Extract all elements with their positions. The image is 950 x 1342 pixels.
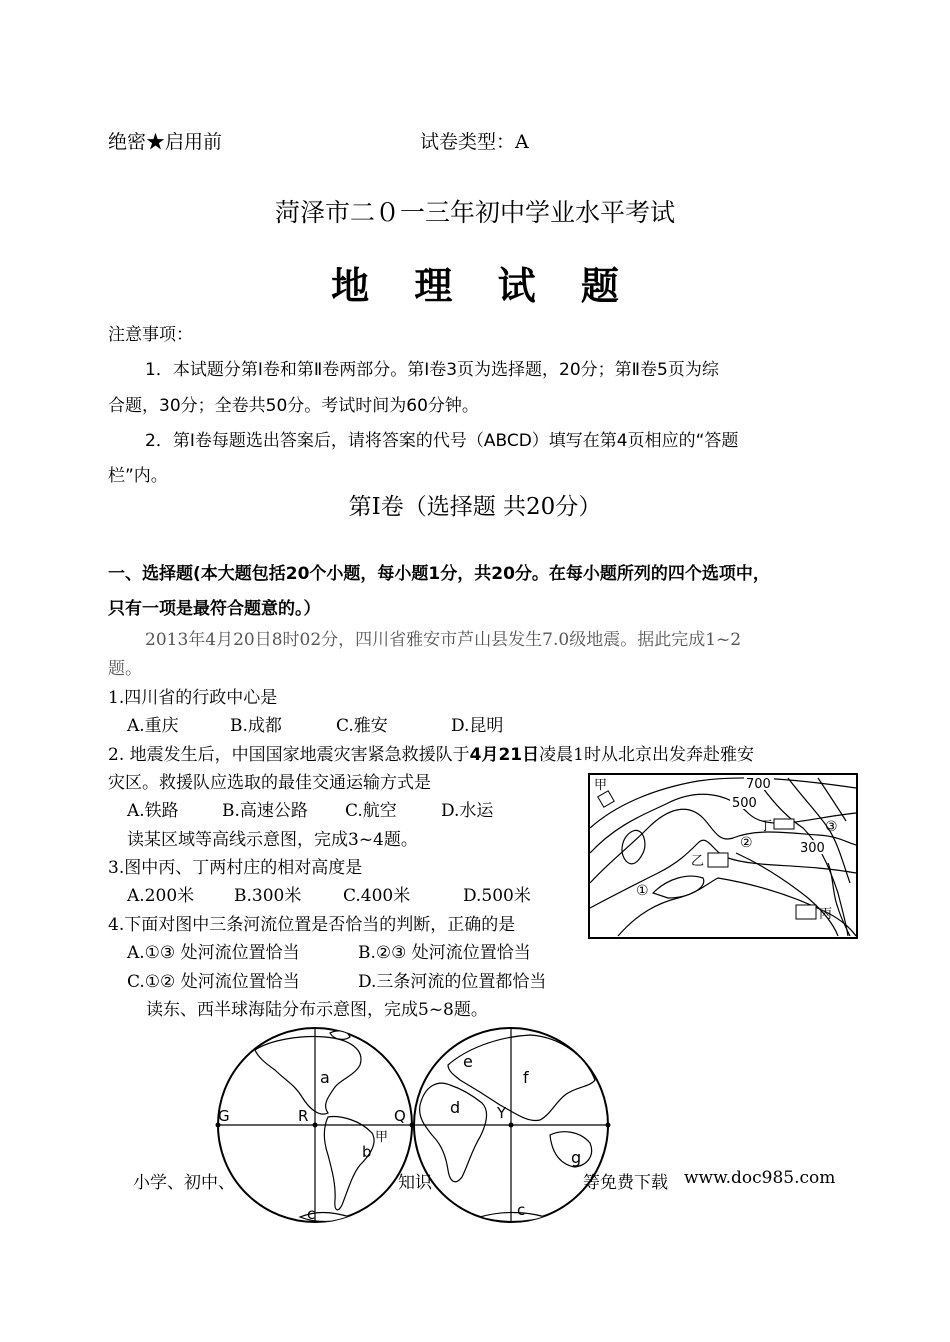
west-label-b: b xyxy=(362,1143,372,1161)
contour-label-ding: 丁 xyxy=(759,819,773,834)
village-yi-marker xyxy=(708,853,728,867)
q4-stem: 4.下面对图中三条河流位置是否恰当的判断，正确的是 xyxy=(108,915,516,935)
q2-option-a: A.铁路 xyxy=(127,801,179,821)
west-label-Q: Q xyxy=(394,1107,406,1125)
q4-option-a: A.①③ 处河流位置恰当 xyxy=(127,943,300,963)
east-label-Y: Y xyxy=(497,1104,507,1122)
part1-title: 第Ⅰ卷（选择题 共20分） xyxy=(348,494,602,520)
contour-map xyxy=(588,773,858,939)
intro-q5-8: 读东、西半球海陆分布示意图，完成5~8题。 xyxy=(146,1000,488,1020)
note-item-2-line2: 栏”内。 xyxy=(108,466,168,486)
q4-option-b: B.②③ 处河流位置恰当 xyxy=(358,943,531,963)
exam-title: 菏泽市二０一三年初中学业水平考试 xyxy=(274,198,675,227)
notes-heading: 注意事项： xyxy=(108,325,193,345)
east-label-f: f xyxy=(523,1068,529,1087)
east-label-e: e xyxy=(463,1052,473,1071)
q2-stem-date: 4月21日 xyxy=(469,745,540,765)
footer-text-mid: 知识 xyxy=(398,1173,432,1193)
paper-type-label: 试卷类型：A xyxy=(420,131,529,153)
q3-option-d: D.500米 xyxy=(463,886,531,906)
q3-stem: 3.图中丙、丁两村庄的相对高度是 xyxy=(108,858,363,878)
contour-label-bing: 丙 xyxy=(819,907,833,922)
east-label-c: c xyxy=(517,1201,526,1219)
subject-title: 地 理 试 题 xyxy=(331,263,635,308)
section1-line1: 一、选择题(本大题包括20个小题，每小题1分，共20分。在每小题所列的四个选项中， xyxy=(108,564,770,584)
q3-option-a: A.200米 xyxy=(127,886,195,906)
q2-stem-line1 xyxy=(108,740,754,765)
q2-stem-line2: 灾区。救援队应选取的最佳交通运输方式是 xyxy=(108,773,431,793)
note-item-2-line1: 2．第Ⅰ卷每题选出答案后，请将答案的代号（ABCD）填写在第4页相应的“答题 xyxy=(145,431,739,451)
east-label-g: g xyxy=(571,1148,582,1167)
western-hemisphere xyxy=(216,1028,415,1223)
q1-stem: 1.四川省的行政中心是 xyxy=(108,688,278,708)
q1-option-a: A.重庆 xyxy=(127,716,179,736)
eastern-hemisphere xyxy=(414,1028,611,1222)
secrecy-label: 绝密★启用前 xyxy=(108,131,223,153)
contour-label-700: 700 xyxy=(746,777,771,792)
passage-line2: 题。 xyxy=(108,659,142,679)
q3-option-b: B.300米 xyxy=(234,886,302,906)
hemisphere-map xyxy=(210,1025,620,1225)
q2-stem-part-a: 2. 地震发生后，中国国家地震灾害紧急救援队于 xyxy=(108,745,470,765)
contour-label-yi: 乙 xyxy=(691,854,705,869)
footer-text-left: 小学、初中、 xyxy=(133,1173,235,1193)
q3-option-c: C.400米 xyxy=(343,886,411,906)
q2-stem-part-b: 凌晨1时从北京出发奔赴雅安 xyxy=(539,745,754,765)
section1-line2: 只有一项是最符合题意的。） xyxy=(108,599,321,619)
west-label-jia: 甲 xyxy=(375,1130,389,1145)
contour-label-300: 300 xyxy=(800,841,825,856)
west-label-a: a xyxy=(320,1068,330,1087)
q2-option-c: C.航空 xyxy=(345,801,397,821)
east-label-d: d xyxy=(450,1098,461,1117)
intro-q3-4: 读某区域等高线示意图，完成3~4题。 xyxy=(127,830,418,850)
note-item-1-line2: 合题，30分；全卷共50分。考试时间为60分钟。 xyxy=(108,396,479,416)
contour-label-jia: 甲 xyxy=(594,778,608,793)
west-label-G: G xyxy=(218,1107,230,1125)
west-label-R: R xyxy=(298,1107,309,1125)
q4-option-d: D.三条河流的位置都恰当 xyxy=(358,972,547,992)
west-label-c: c xyxy=(307,1205,316,1223)
passage-line1: 2013年4月20日8时02分，四川省雅安市芦山县发生7.0级地震。据此完成1~2 xyxy=(145,630,742,650)
contour-label-500: 500 xyxy=(732,796,757,811)
village-bing-marker xyxy=(796,905,816,919)
village-ding-marker xyxy=(774,819,794,829)
q2-option-b: B.高速公路 xyxy=(222,801,308,821)
q1-option-b: B.成都 xyxy=(230,716,282,736)
q4-option-c: C.①② 处河流位置恰当 xyxy=(127,972,300,992)
q1-option-d: D.昆明 xyxy=(451,716,504,736)
river-label-2: ② xyxy=(740,835,753,851)
river-label-1: ① xyxy=(636,883,649,899)
q1-option-c: C.雅安 xyxy=(336,716,388,736)
footer-url: www.doc985.com xyxy=(684,1168,836,1188)
q2-option-d: D.水运 xyxy=(441,801,494,821)
note-item-1-line1: 1．本试题分第Ⅰ卷和第Ⅱ卷两部分。第Ⅰ卷3页为选择题，20分；第Ⅱ卷5页为综 xyxy=(145,360,719,380)
river-label-3: ③ xyxy=(825,819,838,835)
footer-text-right: 等免费下载 xyxy=(583,1173,668,1193)
